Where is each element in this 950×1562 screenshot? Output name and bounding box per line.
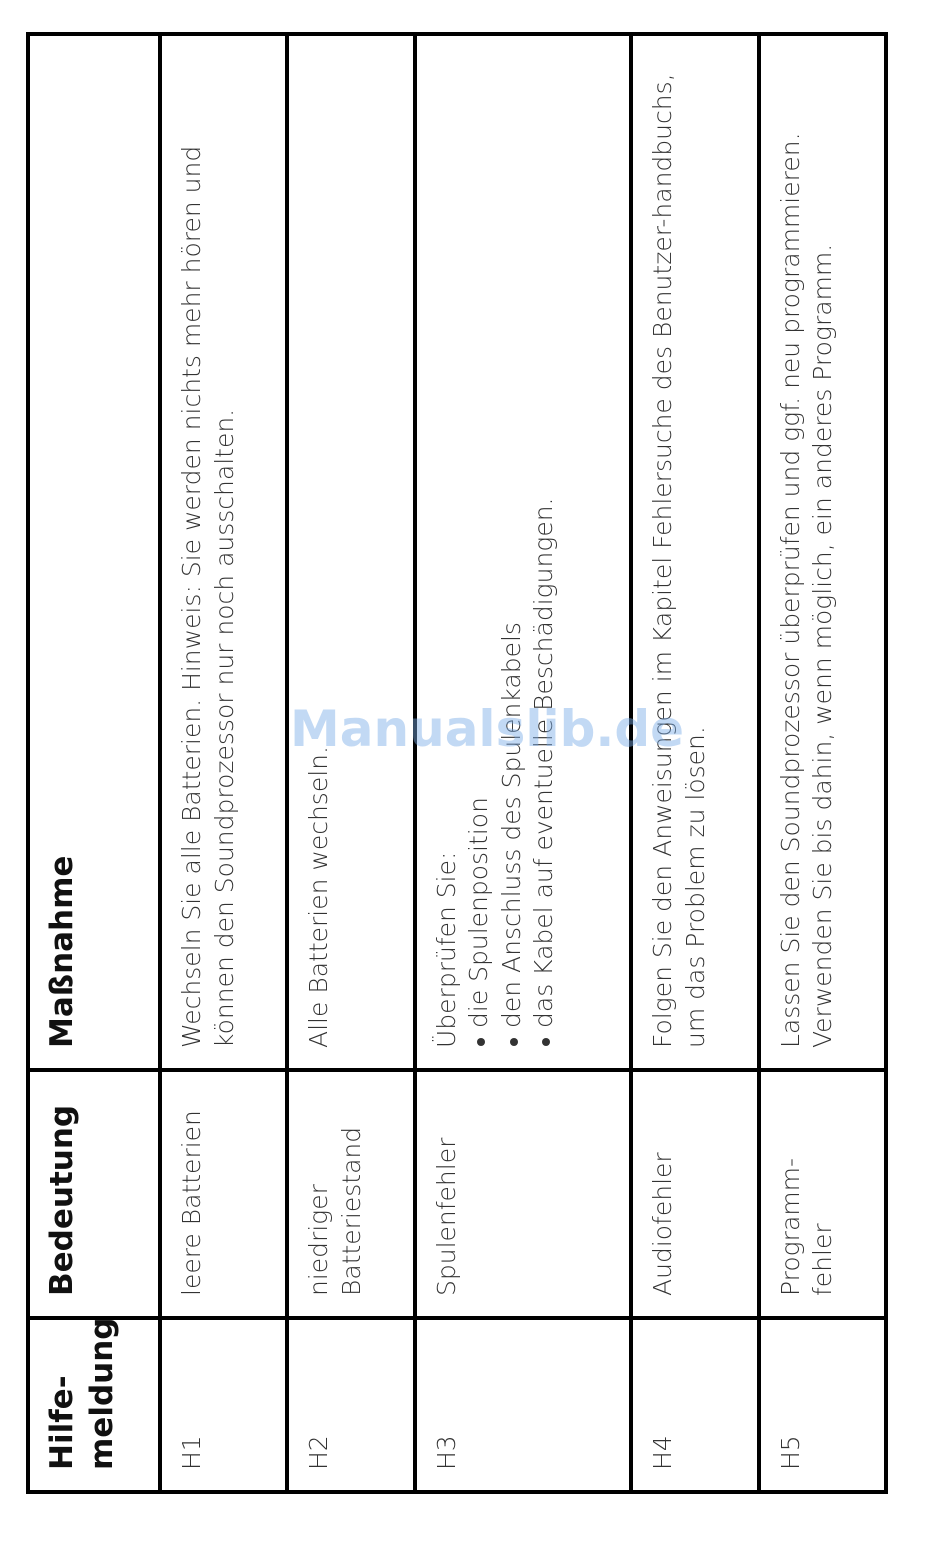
table-header-row [28,34,160,1492]
action-intro: Überprüfen Sie: [431,851,461,1048]
table-row-h3 [415,34,631,1492]
meaning-cell: niedriger Batteriestand [287,1070,414,1318]
action-cell: Lassen Sie den Soundprozessor überprüfen und ggf. neu programmieren. Verwenden Sie bis dahin, wenn möglich, ein anderes Programm. [759,34,886,1070]
table-row-h5 [759,34,886,1492]
header-action: Maßnahme [28,34,160,1070]
meaning-cell: Spulenfehler [415,1070,631,1318]
table-row-h4 [631,34,758,1492]
table-row-h1 [160,34,287,1492]
action-cell: Wechseln Sie alle Batterien. Hinweis: Sie werden nichts mehr hören und können den Soundprozessor nur noch ausschalten. [160,34,287,1070]
help-message-table [26,32,888,1494]
header-help-message-line-2: meldung [84,1317,121,1470]
meaning-cell: Programm-fehler [759,1070,886,1318]
action-cell: Alle Batterien wechseln. [287,34,414,1070]
action-cell: Folgen Sie den Anweisungen im Kapitel Fehlersuche des Benutzer-handbuchs, um das Problem zu lösen. [631,34,758,1070]
check-item: das Kabel auf eventuelle Beschädigungen. [528,52,561,1048]
header-help-message-line-1: Hilfe- [44,1375,80,1470]
meaning-cell: leere Batterien [160,1070,287,1318]
check-list [463,52,561,1048]
code-cell: H2 [287,1318,414,1492]
code-cell: H1 [160,1318,287,1492]
code-cell: H5 [759,1318,886,1492]
code-cell: H3 [415,1318,631,1492]
table-row-h2 [287,34,414,1492]
code-cell: H4 [631,1318,758,1492]
header-meaning: Bedeutung [28,1070,160,1318]
header-help-message [28,1318,160,1492]
action-cell [415,34,631,1070]
check-item: die Spulenposition [463,52,496,1048]
check-item: den Anschluss des Spulenkabels [496,52,529,1048]
meaning-cell: Audiofehler [631,1070,758,1318]
rotated-table-container [26,36,888,1494]
watermark: Manualslib.de [290,700,685,758]
